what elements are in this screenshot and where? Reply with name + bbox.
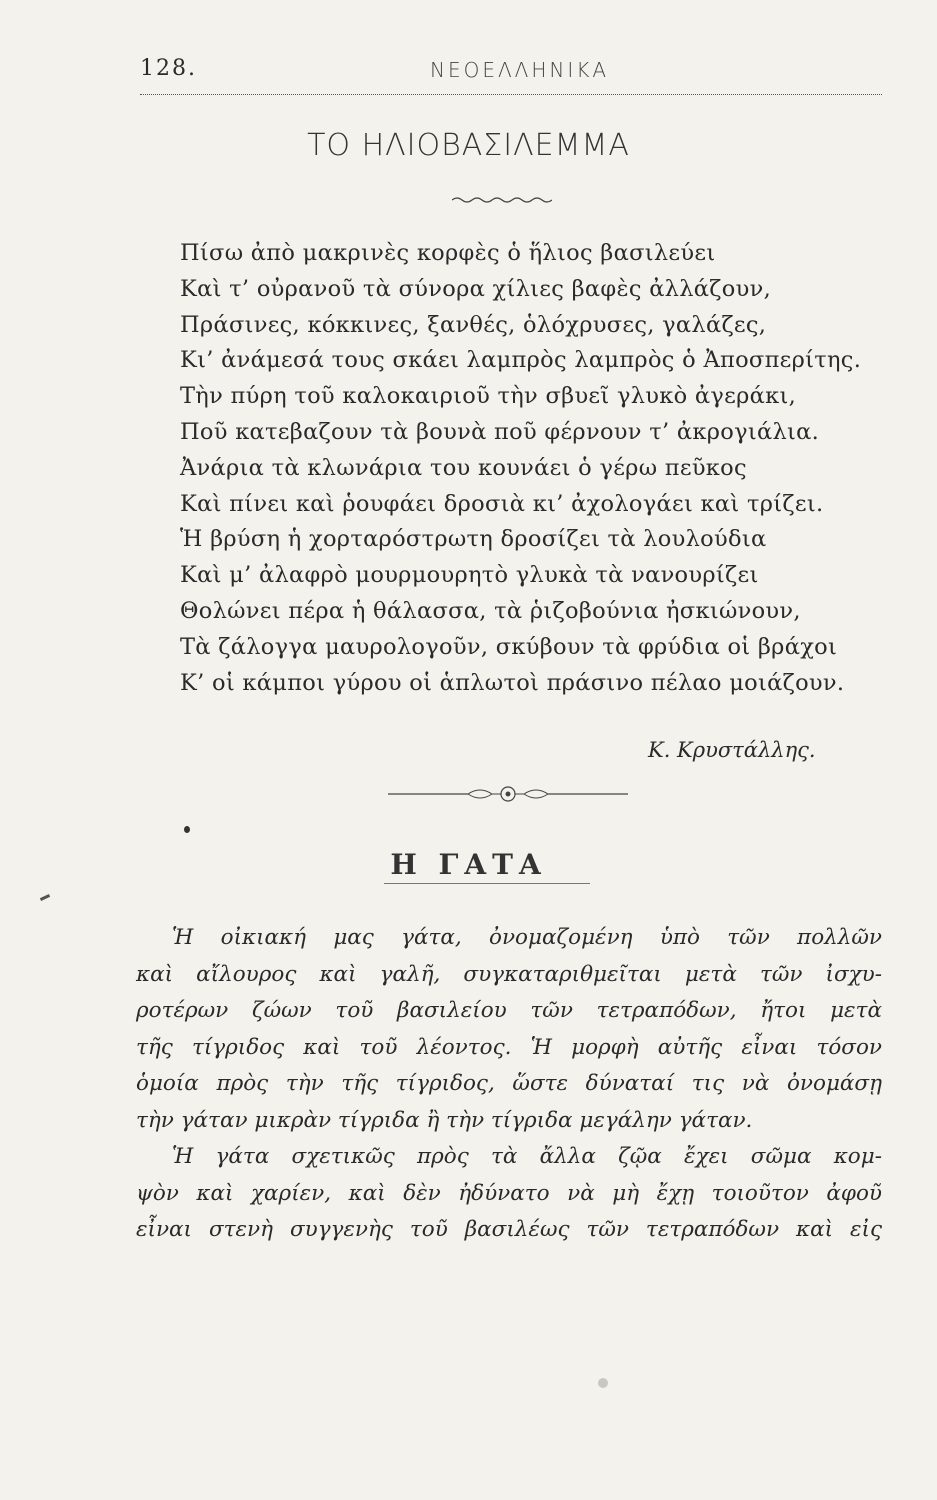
article-line: ὁμοία πρὸς τὴν τῆς τίγριδος, ὥστε δύναταί τις νὰ ὀνομάσῃ <box>136 1071 882 1096</box>
bullet-mark <box>184 826 190 833</box>
poem-line: Καὶ μ’ ἀλαφρὸ μουρμουρητὸ γλυκὰ τὰ νανουρίζει <box>180 562 759 589</box>
poem-author-signature: Κ. Κρυστάλλης. <box>648 738 816 762</box>
article-line: ψὸν καὶ χαρίεν, καὶ δὲν ἠδύνατο νὰ μὴ ἔχῃ τοιοῦτον ἀφοῦ <box>136 1180 882 1206</box>
article-title-underline <box>384 883 590 884</box>
poem-line: Καὶ τ’ οὐρανοῦ τὰ σύνορα χίλιες βαφὲς ἀλλάζουν, <box>180 275 772 302</box>
article-title: Η ΓΑΤΑ <box>390 848 547 881</box>
poem-line: Τὴν πύρη τοῦ καλοκαιριοῦ τὴν σβυεῖ γλυκὸ ἀγεράκι, <box>180 383 797 410</box>
article-line: τὴν γάταν μικρὰν τίγριδα ἢ τὴν τίγριδα μεγάλην γάταν. <box>136 1107 753 1133</box>
poem-line: Ἡ βρύση ἡ χορταρόστρωτη δροσίζει τὰ λουλούδια <box>180 526 767 553</box>
poem-line: Ποῦ κατεβαζουν τὰ βουνὰ ποῦ φέρνουν τ’ ἀκρογιάλια. <box>180 418 820 445</box>
article-line: καὶ αἴλουρος καὶ γαλῆ, συγκαταριθμεῖται μετὰ τῶν ἰσχυ- <box>136 961 882 987</box>
poem-line: Κ’ οἱ κάμποι γύρου οἱ ἁπλωτοὶ πράσινο πέλαο μοιάζουν. <box>180 669 845 696</box>
ink-blot <box>598 1378 608 1388</box>
poem-line: Πράσινες, κόκκινες, ξανθές, ὁλόχρυσες, γαλάζες, <box>180 311 767 338</box>
running-title: ΝΕΟΕΛΛΗΝΙΚΑ <box>430 58 610 82</box>
poem-title: ΤΟ ΗΛΙΟΒΑΣΙΛΕΜΜΑ <box>307 128 630 163</box>
page-header <box>140 50 880 90</box>
poem-line: Ἀνάρια τὰ κλωνάρια του κουνάει ὁ γέρω πεῦκος <box>180 454 747 481</box>
header-divider <box>140 94 882 95</box>
article-body <box>136 920 882 1249</box>
section-divider-ornament <box>388 782 628 806</box>
poem-line: Καὶ πίνει καὶ ῥουφάει δροσιὰ κι’ ἀχολογάει καὶ τρίζει. <box>180 490 824 517</box>
margin-mark <box>40 894 50 901</box>
poem-line: Κι’ ἀνάμεσά τους σκάει λαμπρὸς λαμπρὸς ὁ Ἀποσπερίτης. <box>180 347 862 374</box>
article-line: Ἡ οἰκιακή μας γάτα, ὀνομαζομένη ὑπὸ τῶν πολλῶν <box>172 925 882 950</box>
page-number: 128. <box>140 56 197 81</box>
title-squiggle-ornament <box>452 196 552 204</box>
article-line: Ἡ γάτα σχετικῶς πρὸς τὰ ἄλλα ζῷα ἔχει σῶμα κομ- <box>172 1144 882 1169</box>
poem-line: Πίσω ἀπὸ μακρινὲς κορφὲς ὁ ἥλιος βασιλεύει <box>180 240 716 266</box>
article-line: εἶναι στενὴ συγγενὴς τοῦ βασιλέως τῶν τετραπόδων καὶ εἰς <box>136 1217 882 1242</box>
article-line: τῆς τίγριδος καὶ τοῦ λέοντος. Ἡ μορφὴ αὐτῆς εἶναι τόσον <box>136 1034 882 1060</box>
poem-line: Τὰ ζάλογγα μαυρολογοῦν, σκύβουν τὰ φρύδια οἱ βράχοι <box>180 633 838 660</box>
poem-line: Θολώνει πέρα ἡ θάλασσα, τὰ ῥιζοβούνια ἠσκιώνουν, <box>180 597 801 624</box>
article-line: ροτέρων ζώων τοῦ βασιλείου τῶν τετραπόδων, ἤτοι μετὰ <box>136 998 882 1023</box>
poem-body <box>180 236 900 701</box>
